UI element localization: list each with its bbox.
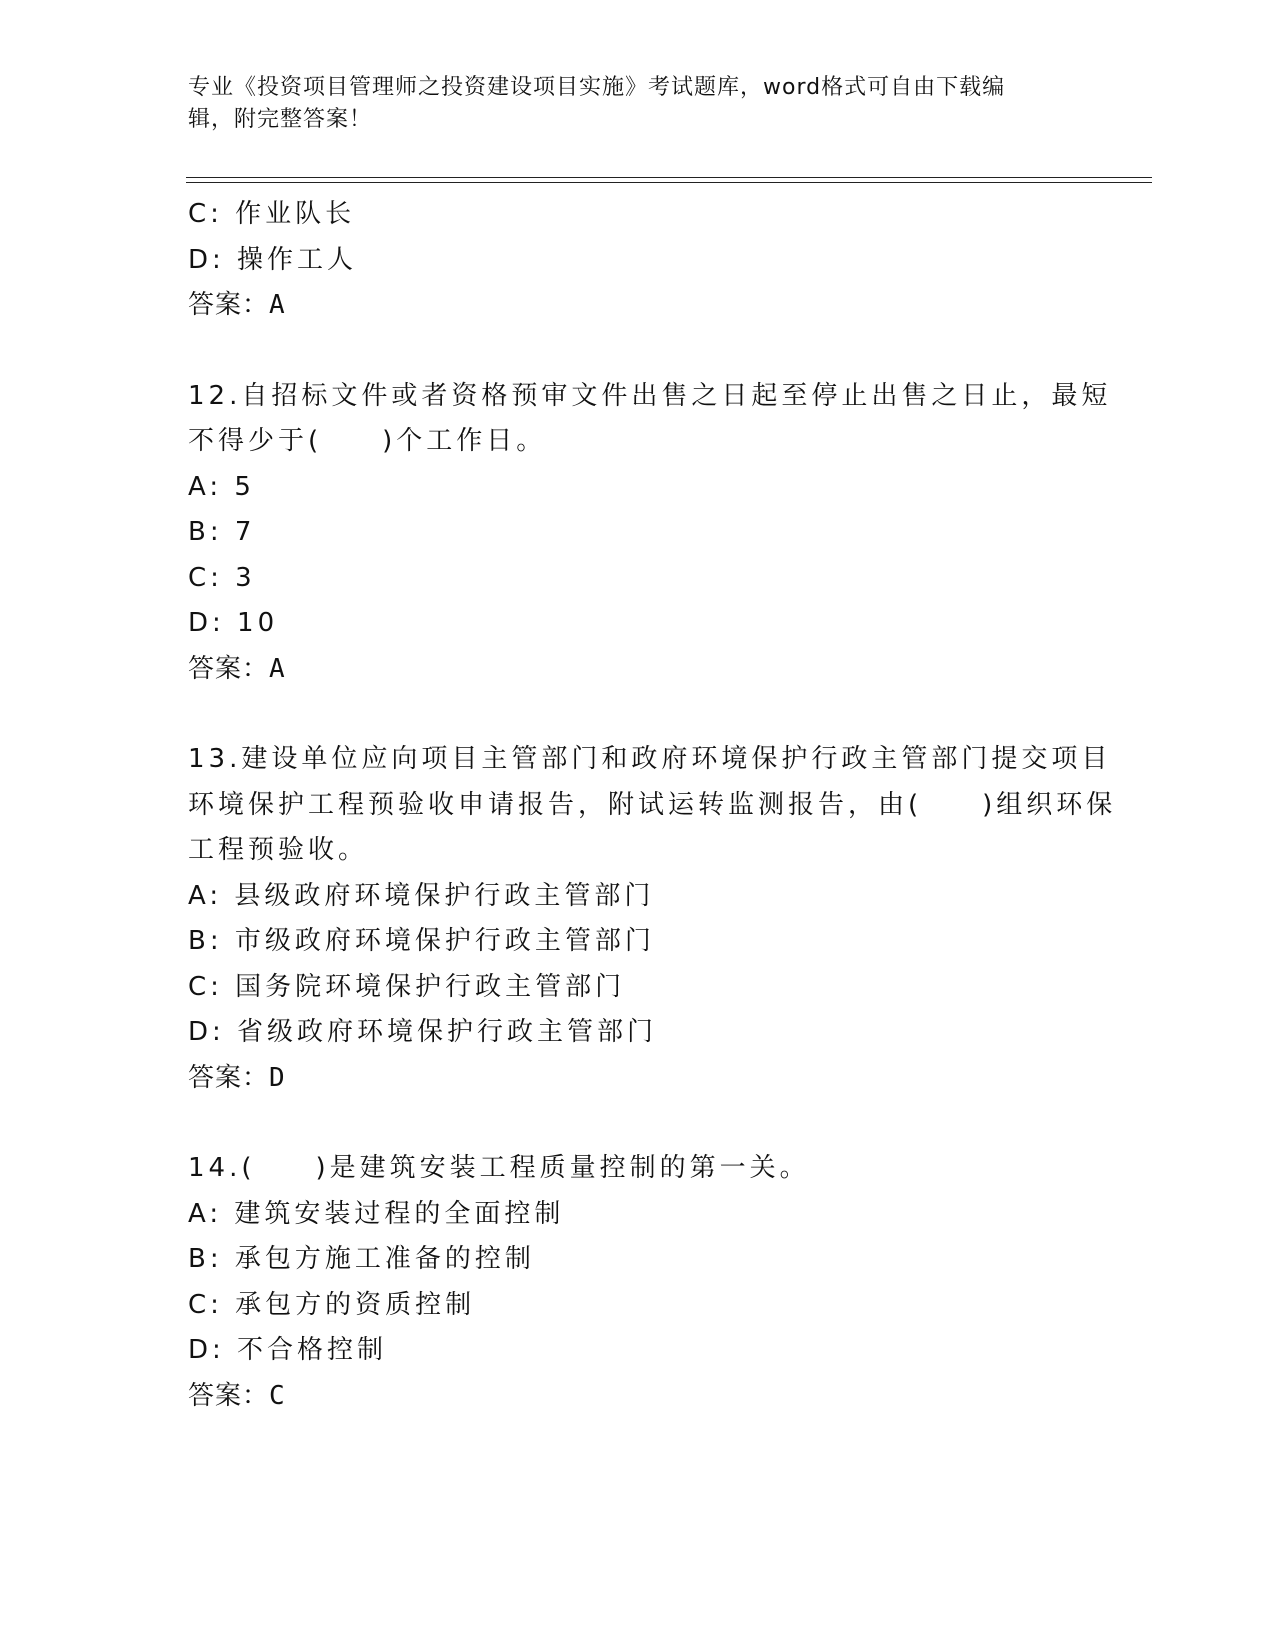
option-c: C: 作业队长: [188, 199, 356, 229]
answer-label: 答案：: [188, 290, 270, 320]
answer-value: C: [269, 1380, 286, 1411]
question-text-line: 12.自招标文件或者资格预审文件出售之日起至停止出售之日止，最短: [188, 380, 1112, 411]
option-c: C: 3: [188, 562, 256, 593]
option-a: A: 建筑安装过程的全面控制: [188, 1198, 565, 1229]
question-12: [188, 374, 1112, 693]
answer-line: [188, 1056, 1088, 1102]
answer-value: A: [269, 653, 286, 684]
answer-value: D: [269, 1062, 286, 1093]
option-d: D: 10: [188, 608, 279, 638]
question-11-tail: [188, 192, 1088, 329]
option-b: B: 市级政府环境保护行政主管部门: [188, 926, 655, 956]
option-d: D: 不合格控制: [188, 1335, 388, 1365]
question-text-line: 工程预验收。: [188, 835, 369, 865]
document-header: [188, 72, 1068, 136]
question-text-line: 13.建设单位应向项目主管部门和政府环境保护行政主管部门提交项目: [188, 744, 1112, 774]
option-a: A: 5: [188, 471, 255, 502]
answer-line: [188, 283, 1088, 329]
question-13: [188, 737, 1117, 1101]
question-text-line: 不得少于( )个工作日。: [188, 426, 547, 456]
header-divider-top: [186, 177, 1152, 178]
answer-line: [188, 647, 1088, 693]
answer-line: [188, 1374, 1088, 1420]
header-line-2: 辑，附完整答案！: [188, 107, 373, 132]
option-b: B: 承包方施工准备的控制: [188, 1244, 535, 1274]
option-b: B: 7: [188, 517, 256, 547]
header-line-1: 专业《投资项目管理师之投资建设项目实施》考试题库，word格式可自由下载编: [188, 75, 1006, 100]
answer-label: 答案：: [188, 653, 270, 684]
option-d: D: 操作工人: [188, 244, 358, 275]
question-14: [188, 1146, 1088, 1419]
header-divider-bottom: [186, 182, 1152, 183]
answer-label: 答案：: [188, 1062, 270, 1093]
option-a: A: 县级政府环境保护行政主管部门: [188, 880, 655, 911]
option-c: C: 承包方的资质控制: [188, 1289, 476, 1320]
answer-label: 答案：: [188, 1380, 270, 1411]
option-d: D: 省级政府环境保护行政主管部门: [188, 1017, 658, 1047]
question-text-line: 14.( )是建筑安装工程质量控制的第一关。: [188, 1153, 810, 1183]
question-text-line: 环境保护工程预验收申请报告，附试运转监测报告，由( )组织环保: [188, 789, 1117, 820]
answer-value: A: [269, 290, 286, 320]
document-body: [188, 192, 1117, 1419]
option-c: C: 国务院环境保护行政主管部门: [188, 971, 626, 1002]
